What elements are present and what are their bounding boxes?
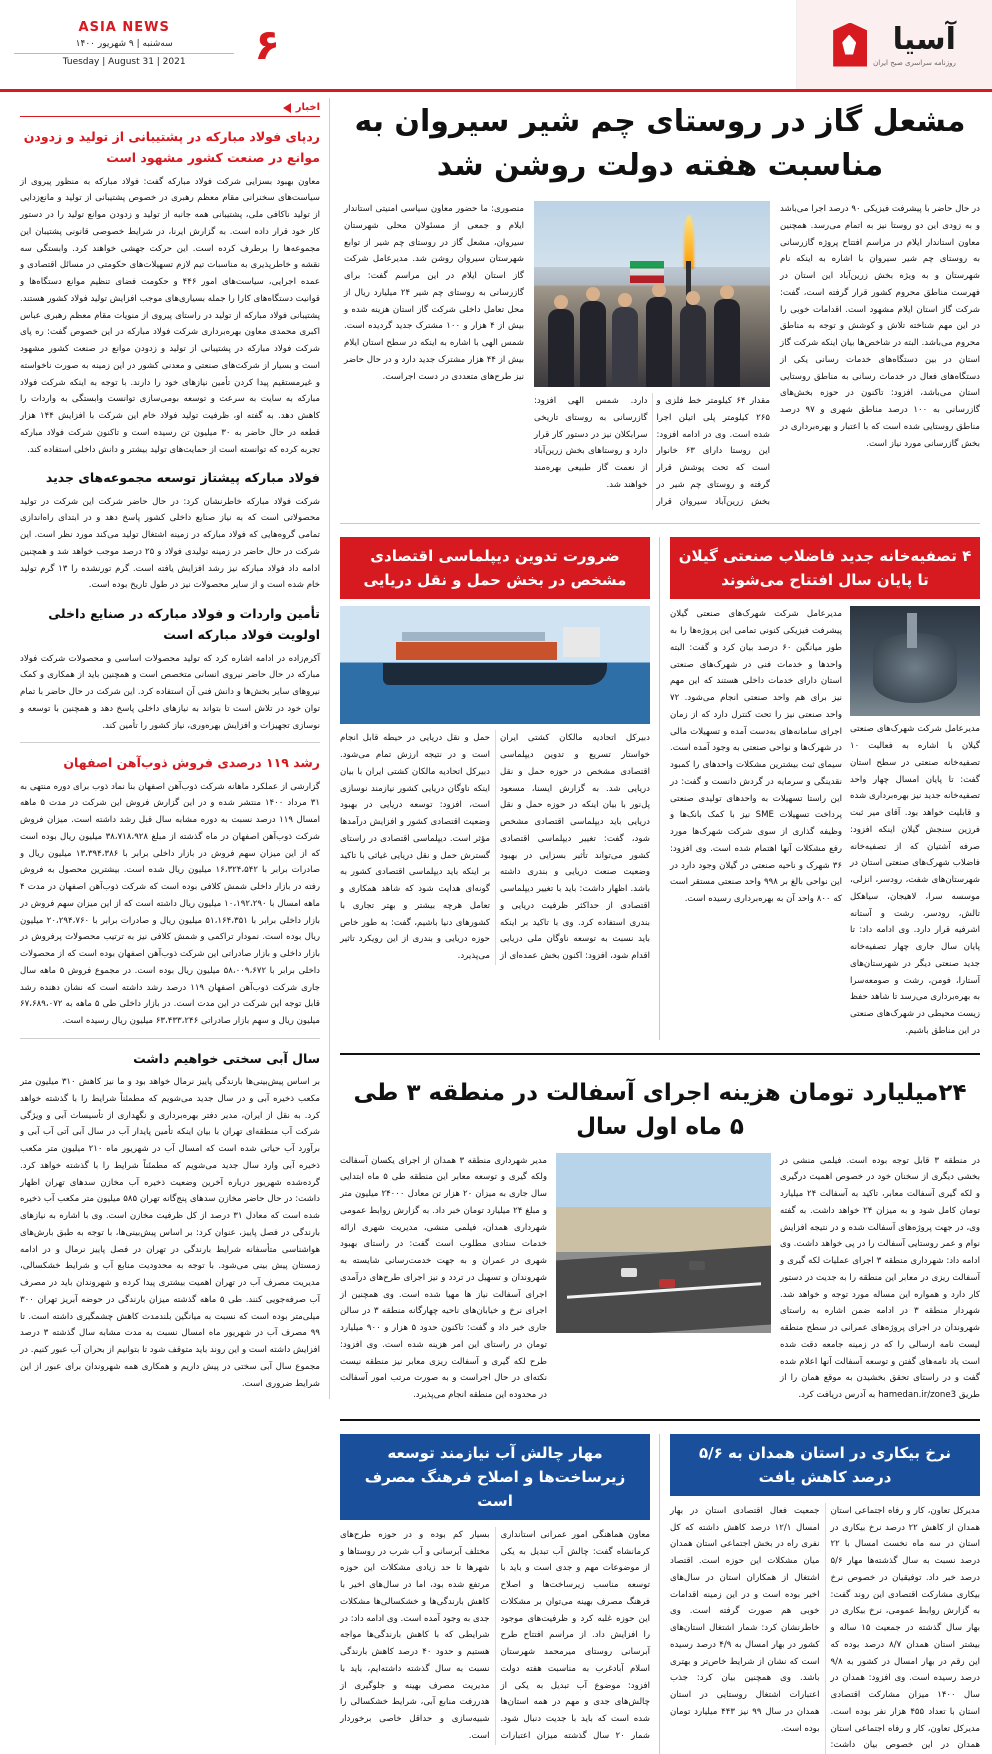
story-maritime-col2: وی با تاکید بر اینکه باید نسبت به توسعه ناوگان ملی دریایی اقدام شود، افزود: اکنون بخش عمده‌ای از حمل و نقل دریایی در حیطه قابل انجام است و در نتیجه ارزش تمام می‌شود. دبیرکل اتحادیه مالکان کشتی ایران با بیان اینکه ناوگان دریایی کشور نیازمند نوسازی است، افزود: توسعه دریایی در بهبود وضعیت اقتصادی کشور و افزایش درآمدها مؤثر است. دیپلماسی اقتصادی در راستای گسترش حمل و نقل دریایی غیاثی با تاکید بر اینکه باید دیپلماسی اقتصادی کشور به گونه‌ای هدایت شود که شاهد همکاری و تعامل هرچه بیشتر و بهتر تجاری با کشورهای دنیا باشیم، گفت: به طور خاص حوزه دریایی و بندری از این رویکرد تاثیر می‌پذیرد. — [340, 733, 650, 961]
sidebar-body-1: معاون بهبود بسزایی شرکت فولاد مبارکه گفت: فولاد مبارکه به منظور پیروی از سیاست‌های سخنرانی مقام معظم رهبری در خصوص پشتیبانی از تولید و مانع‌زدایی از تولید ناکافی ملی، پشتیبانی همه جانبه از تولید و زدودن موانع تولید را در دستور کار خود قرار داده است. به گزارش ایرنا، در شرایط خصوصی قانونی پشتیبان این مجموعه‌ها را برطرف کرده است. این حرکت جهشی خواهند کرد. وابستگی سه نقشه و خاطرپذیری به مناسبات تیم لازم تسهیلات‌های حکومتی در مسائل اقتصادی و عمده اجرایی، سیاست‌های امور ۴۴۶ و حکومت فضای تنظیم موانع دستگاه‌ها و قوانیت دستگاه‌های کارا را جمله بسیاری‌های موجب افزایش تولید فولاد کشور هستند. پشتیبانی فولاد مبارکه از تولید در راستای پیروی از منویات مقام معظم رهبری عباس اکبری محمدی معاون بهره‌برداری شرکت فولاد مبارکه در این خصوص گفت: ره پای شرکت فولاد مبارکه در پشتیبانی از تولید و زدودن موانع در صنعت کشور مشهود است و بسیار از شرکت‌های صنعتی و معدنی کشور در این زمینه به صورت ناخواسته و غیرمستقیم پیدا کردن تأمین نیازهای خود را دارند. با توجه به اینکه شرکت فولاد مبارکه به سایت به سرعت و توسعه بومی‌سازی توانست وابستگی به واردات را کاهش دهد. به گفته او، ظرفیت تولید فولاد خام این شرکت با افزایش ۱۴۴ هزار قطعه در حال حاضر به ۳۰ میلیون تن رسیده است و تاکنون شرکت فولاد مبارکه تجربه کرده که توانسته است از حمایت‌های تولید بیشتر و دانش داخلی استفاده کند. — [20, 176, 320, 455]
page-number: ۶ — [254, 19, 280, 69]
asphalt-road-photo — [556, 1153, 771, 1333]
sidebar-body-4: گزارشی از عملکرد ماهانه شرکت ذوب‌آهن اصفهان بنا نماد ذوب برای دوره منتهی به ۳۱ مرداد ۱۴۰۰ منتشر شده و در این گزارش فروش این شرکت در مدت ۵ ماهه امسال ۱۱۹ درصد نسبت به دوره مشابه سال قبل رشد داشته است. میزان فروش شرکت ذوب‌آهن اصفهان در ماه گذشته از مبلغ ۳۸،۷۱۸،۹۲۸ میلیون ریال بوده است که از این میزان سهم فروش در بازار داخلی برابر با ۱۳،۳۹۴،۳۸۶ میلیون ریال و صادرات برابر با ۱۶،۳۲۴،۵۴۲ میلیون ریال شده است. بیشترین محصول به فروش رفته در بازار داخلی شمش کلافی بوده است که شرکت ذوب‌آهن اصفهان در مدت ۴ ماهه امسال با ۱۰،۱۹۲،۲۹۰ میلیون ریال داشته است که از این میزان سهم فروش در بازار داخلی برابر با ۵۱،۱۶۴،۳۵۱ میلیون ریال و صادرات برابر با ۲۰،۲۹۴،۷۶۰ میلیون ریال بوده است. نمودار تراکمی و شمش کلافی نیز به ترتیب محصولات پرفروش در بازار داخلی و بازار صادراتی این شرکت ذوب‌آهن اصفهان بوده است که از محصولات داخلی برابر با ۵۸،۰۰۹،۶۷۲ میلیون ریال بوده است. در مجموع فروش ۵ ماهه سال جاری شرکت ذوب‌آهن اصفهان ۱۱۹ درصد رشد داشته است که نشان دهنده رشد قابل توجه این شرکت در این مدت است. در بازار داخلی طی ۵ ماهه به ۶۷،۶۸۹،۰۷۲ میلیون ریال و سهم بازار صادراتی ۶۳،۴۳۳،۲۴۶ میلیون ریال رسیده است. — [20, 781, 321, 1026]
sidebar-body-3: آکرم‌زاده در ادامه اشاره کرد که تولید محصولات اساسی و محصولات شرکت فولاد مبارکه در حال حاضر نیروی انسانی متخصص است و همچنین باید از همکاری و کمک نیروهای سایر بخش‌ها و دانش فنی آن استفاده کرد. این شرکت در حال حاضر با تمام توان خود در تلاش است تا بتواند به نیازهای داخلی پاسخ دهد و همچنین با توسعه و نوسازی تجهیزات و افزایش بهره‌وری، نیاز کشور را تأمین کند. — [20, 653, 320, 731]
story-asphalt — [340, 1068, 980, 1404]
sidebar-headline-3: تأمین واردات و فولاد مبارکه در صنایع داخلی اولویت فولاد مبارکه است — [48, 606, 320, 643]
masthead — [0, 0, 992, 92]
date-english: Tuesday | August 31 | 2021 — [62, 57, 186, 67]
story-maritime-title: ضرورت تدوین دیپلماسی اقتصادی مشخص در بخش حمل و نقل دریایی — [340, 537, 650, 599]
story-water-title: مهار چالش آب نیازمند توسعه زیرساخت‌ها و اصلاح فرهنگ مصرف است — [340, 1434, 650, 1520]
lead-col-3: منصوری: ما حضور معاون سیاسی امنیتی استاندار ایلام و جمعی از مسئولان محلی شهرستان سیروان، مشعل گاز در روستای چم شیر از توابع شهرستان سیروان روشن شد. مدیرعامل شرکت گاز استان ایلام در این مراسم گفت: برای گازرسانی به روستای چم شیر ۲۴ میلیارد ریال از محل تعامل داخلی شرکت گاز استان هزینه شده و بیش از ۴ هزار و ۱۰۰ مشترک جدید گردیده است. شمس الهی با اشاره به اینکه در سطح استان ایلام بیش از ۴۴ هزار مشترک جدید دارد و در حال حاضر نیز طرح‌های متعددی در دست اجراست. — [344, 204, 524, 382]
main-column — [340, 98, 980, 1751]
container-ship-photo — [340, 606, 650, 724]
story-water — [340, 1434, 660, 1754]
secondary-stories — [340, 537, 980, 1039]
story-asphalt-col2: مدیر شهرداری منطقه ۳ همدان از اجرای یکسان آسفالت ولکه گیری و توسعه معابر این منطقه طی ۵ ماه ابتدایی سال جاری به میزان ۲۰ هزار تن معادل ۲۴۰۰۰ میلیون متر و مبلغ ۲۴ میلیارد تومان خبر داد. به گزارش روابط عمومی شهرداری همدان، فیلمی منشی، مدیریت شهری ارائه خدمات ستادی مطلوب است گفت: در راستای بهبود شهری در عمران و به جهت خدمت‌رسانی شایسته به شهروندان و تسهیل در تردد و نیز اجرای طرح‌های درآمدی اجرای آسفالت نیاز ها مهیا شده است. وی همچنین از اجرای نرخ و خیابان‌های ناحیه چهارگانه منطقه ۳ در سالن جاری خبر داد و گفت: تاکنون حدود ۵ هزار و ۹۰۰ میلیارد تومان در راستای این امر هزینه شده است. وی افزود: طرح لکه گیری و آسفالت ریزی معابر نیز منطقه نیست نکته‌ای در حال اجراست و به صورت مرتب امور آسفالت در محدوده این منطقه انجام می‌پذیرد. — [340, 1155, 548, 1400]
photo-crowd — [534, 267, 770, 387]
triangle-icon — [283, 103, 291, 113]
story-unemployment-col2: مدیرکل تعاون، کار و رفاه اجتماعی استان همدان در این خصوص بیان داشت: جمعیت فعال اقتصادی استان در بهار امسال ۱۲/۱ درصد کاهش داشته که کل نفری راه در بخش اجتماعی استان همدان میان مشکلات این حوزه است. اقتصاد اشتغال از همکاران استان در سال‌های اخیر بوده است و در این زمینه اقدامات خوبی هم صورت گرفته است. وی خاطرنشان کرد: شمار اشتغال استان‌های کشور در بهار امسال به ۴/۹ درصد رسیده است که نشان از شرایط خاص‌تر و بهتری باشد. وی همچنین بیان کرد: جذب اعتبارات اشتغال روستایی در استان همدان در سال ۹۹ نیز ۴۴۳ میلیارد تومان بوده است. — [670, 1505, 980, 1751]
lead-photo-wrap — [534, 201, 770, 510]
story-maritime — [340, 537, 660, 1039]
sidebar-headline-2: فولاد مبارکه پیشتاز توسعه مجموعه‌های جدید — [45, 470, 320, 486]
sidebar-headline-5: سال آبی سختی خواهیم داشت — [133, 1050, 320, 1066]
story-gilan-col1: مدیرعامل شرکت شهرک‌های صنعتی گیلان با اشاره به فعالیت ۱۰ تصفیه‌خانه صنعتی در سطح استان گفت: تا پایان امسال چهار واحد تصفیه‌خانه جدید نیز بهره‌برداری شده و قابلیت خواهد بود. آقای میر ثبت فرزین سنجش گیلان اینکه افزود: صرفه آشتیان که از تصفیه‌خانه فاضلاب شهرک‌های صنعتی استان در شهرستان‌های شفت، رودسر، انزلی، موسسه سرا، لاهیجان، سیاهکل تالش، رودسر، رشت و آستانه اشرفیه قرار دارد. وی ادامه داد: تا پایان سال جاری چهار تصفیه‌خانه جدید صنعتی دیگر در شهرستان‌های آستارا، فومن، رشت و صومعه‌سرا به بهره‌برداری می‌رسد تا شاهد حفظ زیست محیطی در شهرک‌های صنعتی در این مناطق باشیم. — [850, 724, 980, 1036]
story-maritime-body — [340, 730, 650, 965]
newspaper-logo — [833, 22, 956, 67]
masthead-meta — [0, 0, 300, 89]
story-gilan-col2: مدیرعامل شرکت شهرک‌های صنعتی گیلان پیشرفت فیزیکی کنونی تمامی این پروژه‌ها را به طور میانگین ۶۰ درصد بیان کرد و گفت: البته واحدها و خدمات فنی در شهرک‌های صنعتی استان دارای خدمات داخلی هستند که این مهم نیز برای هم واحد صنعتی انجام می‌شود. ۷۲ واحد صنعتی نیز را تحت کنترل دارد که از زمان اجرای سامانه‌های به‌دست آمده و تسهیلات مالی در شهرک‌ها و نواحی صنعتی به وجود آمده است. سیمای ثبت بیشترین مشکلات واحدهای را کمبود نقدینگی و سرمایه در گردش دانست و گفت: در این راستا تسهیلات به واحدهای تولیدی صنعتی پرداخت تسهیلات SME نیز با کمک بانک‌ها و وظیفه گذاری از سوی شرکت شهرک‌ها مورد رفع مشکلات آنها اهتمام شده است. وی افزود: ۳۶ شهرک و ناحیه صنعتی در گیلان وجود دارد در این نواحی بالغ بر ۹۹۸ واحد صنعتی مستقر است که ۸۰۰ واحد آن به بهره‌برداری رسیده است. — [670, 609, 843, 904]
logo-wordmark: آسیا — [892, 22, 956, 57]
date-block — [14, 38, 234, 70]
lead-col-1: در حال حاضر با پیشرفت فیزیکی ۹۰ درصد اجرا می‌باشد و به زودی این دو روستا نیز به اتمام می‌رسد. همچنین معاون استاندار ایلام در مراسم افتتاح پروژه گازرسانی به روستای چم شیر سیروان با اشاره به اینکه نام شهرستان و به ویژه بخش زرین‌آباد این استان در فهرست مناطق محروم کشور قرار گرفته است، گفت: شرکت گاز استان ایلام مشهود است. اقدامات خوبی را در این مهم شناخته تلاش و کوشش و توجه به مناطق محروم می‌باشد. البته در شاخص‌ها بیان اینکه شرکت گاز استان در بین دستگاه‌های خدمات رسانی یکی از دستگاه‌های فعال در خدمات رسانی به مناطق روستایی استان می‌باشد، افزود: تاکنون در حوزه بخش‌های گازرسانی به ۱۰۰ درصد مناطق شهری و ۹۷ درصد مناطق روستایی شده است که با اعتبار و بهره‌برداری در بخش گازرسانی مورد نیاز است. — [780, 204, 980, 449]
sidebar-headline-4: رشد ۱۱۹ درصدی فروش ذوب‌آهن اصفهان — [63, 755, 320, 771]
sidebar-body-5: بر اساس پیش‌بینی‌ها بارندگی پاییز نرمال خواهد بود و ما نیز کاهش ۳۱۰ میلیون متر مکعب ذخیره آبی و در سال جدید می‌شویم که مطمئناً شرایط را با گذشته خواهد کرد. به نقل از ایران، مدیر دفتر بهره‌برداری و نگهداری از تأسیسات آبی و ویژگی شرکت آب منطقه‌ای تهران با بیان اینکه تأمین پایدار آب در سال آبی آتی آب آبی و برآورد آب حیاتی شده است که امسال آب در شهریور ماه ۲۱۰ میلیون متر مکعب ذخیره آبی وارد سال جدید می‌شویم که مطمئناً شرایط را با گذشته خواهد کرد. گرده‌شده شهریور درباره آخرین وضعیت ذخیره آب مخازن سدهای تهران اظهار داشت: در حال حاضر مخازن سدهای پنج‌گانه تهران ۵۸۵ میلیون متر مکعب آب ذخیره شده است که معادل ۳۱ درصد از کل ظرفیت مخازن است. وی با اشاره به نیازهای بارندگی در فصل پاییز، عنوان کرد: بر اساس پیش‌بینی‌ها، با توجه به طبق بارش‌های هواشناسی متأسفانه شرایط بارندگی در تهران در فصل پاییز نرمال و در ادامه زمستان پیش بینی می‌شود. با توجه به محدودیت منابع آب و شرایط خشکسالی، مدیریت مصرف آب در تهران اهمیت بیشتری پیدا کرده و شهروندان باید در مصرف آب صرفه‌جویی کنند. طی ۵ ماهه گذشته میزان بارندگی در حوضه آبریز تهران ۳۰۰ میلی‌متر بوده است که نسبت به میانگین بلندمدت کاهش چشمگیری داشته است. تا ۹۹ مصرف آب در شهریور ماه امسال نسبت به مدت مشابه سال گذشته ۳ درصد افزایش داشته است و این روند باید متوقف شود تا بتوانیم از بحران آب عبور کنیم. در مجموع سال آبی سختی در پیش داریم و همکاری همه شهروندان برای عبور از این شرایط ضروری است. — [20, 1077, 321, 1389]
sidebar-body-2: شرکت فولاد مبارکه خاطرنشان کرد: در حال حاضر شرکت این شرکت در تولید محصولاتی است که به نیاز صنایع داخلی کشور پاسخ دهد و در ابتدای راه‌اندازی تمامی گروه‌هایی که فولاد مبارکه در زمینه اشتغال تولید می‌کند مورد نظر است. این شرکت در حال حاضر در زمینه تولیدی فولاد و ۲۵ درصد موجب خواهد شد و همچنین ادامه داد فولاد مبارکه نیز رشد افزایش یافته است. گرم تورنشده را ۱۳ گرم تولید خام شده است و از سایر محصولات نیز در طول تاریخ بوده است. — [20, 496, 320, 591]
story-unemployment-col1: مدیرکل تعاون، کار و رفاه اجتماعی استان همدان از کاهش ۲۲ درصد نرخ بیکاری در استان در سه ماه نخست امسال با ۲۲ درصد نسبت به سال گذشته‌ها مهار ۵/۶ درصد خبر داد. توفیقیان در خصوص نرخ بیکاری مشارکت اقتصادی این روند گفت: به گزارش روابط عمومی، نرخ بیکاری در بهار سال گذشته در جمعیت ۱۵ ساله و بیشتر استان همدان ۸/۷ درصد بوده که این رقم در بهار امسال در کشور به ۹/۸ درصد رسیده است. وی افزود: همدان در سال ۱۴۰۰ میزان مشارکت اقتصادی استان با تعداد ۴۵۵ هزار نفر بوده است. — [830, 1505, 980, 1717]
wastewater-plant-photo — [850, 606, 980, 716]
lead-photo — [534, 201, 770, 387]
sidebar-headline-1: ردپای فولاد مبارکه در پشتیبانی از تولید و زدودن موانع در صنعت کشور مشهود است — [23, 129, 320, 166]
logo-area — [796, 0, 992, 89]
lead-article — [340, 201, 980, 510]
story-gilan — [670, 537, 980, 1039]
page-content — [0, 92, 992, 1751]
flame-icon — [833, 23, 867, 67]
story-unemployment-title: نرخ بیکاری در استان همدان به ۵/۶ درصد کاهش یافت — [670, 1434, 980, 1496]
date-persian: سه‌شنبه | ۹ شهریور ۱۴۰۰ — [14, 38, 234, 55]
brand-english: ASIA NEWS — [78, 19, 170, 35]
sidebar-column — [20, 98, 330, 1399]
lead-col-2: مقدار ۶۴ کیلومتر خط فلزی و ۲۶۵ کیلومتر پلی اتیلن اجرا شده است. وی در ادامه افزود: این روستا دارای ۶۳ خانوار است که تحت پوشش قرار گرفته و روستای چم شیر در بخش زرین‌آباد سیروان قرار دارد. شمس الهی افزود: گازرسانی به روستای تاریخی سرابکلان نیز در دستور کار قرار دارد و روستاهای بخش زرین‌آباد از نعمت گاز طبیعی بهره‌مند خواهند شد. — [534, 396, 771, 507]
story-gilan-title: ۴ تصفیه‌خانه جدید فاضلاب صنعتی گیلان تا پایان سال افتتاح می‌شوند — [670, 537, 980, 599]
logo-subtitle: روزنامه سراسری صبح ایران — [873, 59, 956, 67]
story-maritime-col1: دبیرکل اتحادیه مالکان کشتی ایران خواستار تسریع و تدوین دیپلماسی اقتصادی مشخص در حوزه حمل و نقل دریایی شد. به گزارش ایسنا، مسعود پل‌نور با بیان اینکه در حوزه حمل و نقل دریایی باید دیپلماسی اقتصادی مشخص شود، گفت: تغییر دیپلماسی اقتصادی کشور می‌تواند تأثیر بسزایی در بهبود وضعیت صنعت دریایی و بندری داشته باشد. اظهار داشت: باید با تغییر دیپلماسی اقتصادی از حداکثر ظرفیت دریایی و بندری استفاده کرد. — [500, 733, 650, 928]
masthead-spacer — [300, 0, 796, 89]
lead-headline: مشعل گاز در روستای چم شیر سیروان به مناسبت هفته دولت روشن شد — [354, 104, 966, 183]
bottom-stories — [340, 1434, 980, 1754]
story-water-body: معاون هماهنگی امور عمرانی استانداری کرمانشاه گفت: چالش آب تبدیل به یکی از موضوعات مهم و جدی است و باید با توسعه مناسب زیرساخت‌ها و اصلاح فرهنگ مصرف بهینه می‌توان بر مشکلات این حوزه غلبه کرد و ظرفیت‌های موجود را افزایش داد. از مراسم افتتاح طرح آبرسانی روستای میرمحمد شهرستان اسلام آبادغرب به مناسبت هفته دولت افزود: موضوع آب تبدیل به یکی از چالش‌های جدی و مهم در همه استان‌ها شده است که باید با جدیت دنبال شود. شمار ۲۰ سال گذشته میزان اعتبارات بسیار کم بوده و در حوزه طرح‌های مختلف آبرسانی و آب شرب در روستاها و شهرها تا حد زیادی مشکلات این حوزه مرتفع شده بود، اما در سال‌های اخیر با کاهش بارندگی‌ها و خشکسالی‌ها مشکلات جدی به وجود آمده است. وی ادامه داد: در شرایطی که با کاهش بارندگی‌ها مواجه هستیم و حدود ۴۰ درصد کاهش بارندگی نسبت به سال گذشته داشته‌ایم، باید با مدیریت مصرف بهینه و جلوگیری از هدررفت منابع آبی، شرایط خشکسالی را شبیه‌سازی و حداقل خاصی برخوردار است. — [340, 1529, 651, 1741]
story-asphalt-col1: در منطقه ۳ قابل توجه بوده است. فیلمی منشی در بخشی دیگری از سخنان خود در خصوص اهمیت درگیری و لکه گیری آسفالت معابر، تاکید به آسفالت ۲۴ میلیارد تومان کامل شود و به میزان ۲۴ خواهد داشت. به گفته وی، در جهت پروژه‌های آسفالت شده و در نتیجه افزایش نوام و عمر روستایی آسفالت را در پی خواهد داشت. وی ادامه داد: شهرداری منطقه ۳ اجرای عملیات لکه گیری و آسفالت ریزی در معابر این منطقه را به جدیت در دستور کار دارد و همواره این مساله مورد توجه و خواهد شد. شهردار منطقه ۳ در ادامه ضمن اشاره به راستای شهروندان در اجرای پروژه‌های عمرانی در سطح منطقه لیست نامه ارسالی را که در زمینه جامعه دقت شده است یاد نامه‌های گفتن و توسعه آسفالت آنها اعلام شده گفت و در راستای تحقق بخشیدن به موقع همان را از طریق hamedan.ir/zone3 به آدرس دریافت کرد. — [780, 1155, 980, 1400]
section-label — [20, 98, 320, 117]
story-asphalt-title: ۲۴میلیارد تومان هزینه اجرای آسفالت در منطقه ۳ طی ۵ ماه اول سال — [353, 1079, 967, 1140]
story-unemployment — [670, 1434, 980, 1754]
section-label-text: اخبار — [295, 102, 320, 113]
story-unemployment-body — [670, 1503, 980, 1754]
